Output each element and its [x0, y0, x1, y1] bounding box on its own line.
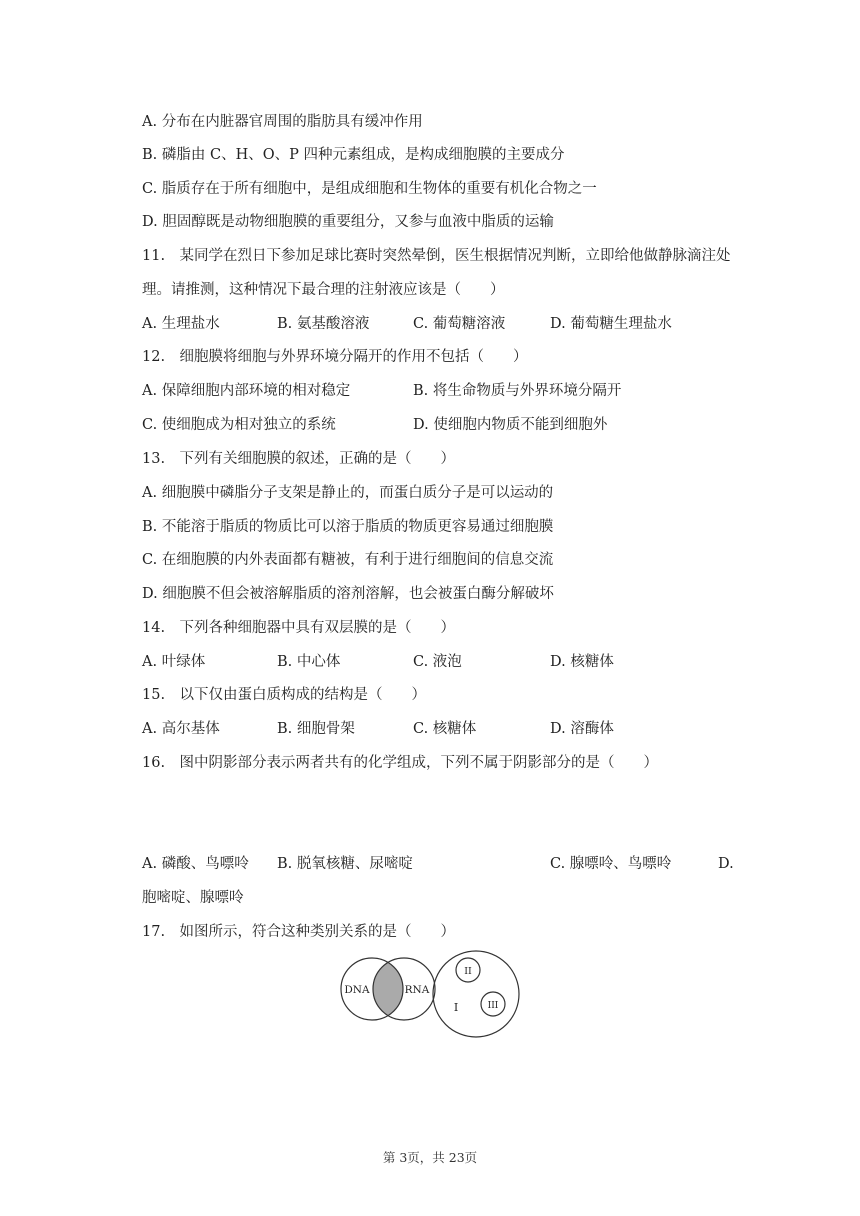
venn-right-label: RNA — [404, 984, 430, 996]
q16-option-a: A. 磷酸、鸟嘌呤 — [142, 856, 249, 872]
q14-option-d: D. 核糖体 — [550, 654, 614, 670]
q13-option-d: D. 细胞膜不但会被溶解脂质的溶剂溶解，也会被蛋白酶分解破坏 — [142, 586, 554, 602]
q10-option-d: D. 胆固醇既是动物细胞膜的重要组分，又参与血液中脂质的运输 — [142, 214, 554, 230]
q11-option-d: D. 葡萄糖生理盐水 — [550, 316, 672, 332]
q17-stem: 17. 如图所示，符合这种类别关系的是（ ） — [142, 924, 456, 940]
q11-option-c: C. 葡萄糖溶液 — [413, 316, 506, 332]
q16-option-c: C. 腺嘌呤、鸟嘌呤 — [550, 856, 672, 872]
q14-stem: 14. 下列各种细胞器中具有双层膜的是（ ） — [142, 620, 456, 636]
q15-option-c: C. 核糖体 — [413, 721, 477, 737]
figure-venn-and-nested-circles — [330, 950, 530, 1040]
q16-option-d-continued: 胞嘧啶、腺嘌呤 — [142, 890, 244, 906]
q10-option-b: B. 磷脂由 C、H、O、P 四种元素组成，是构成细胞膜的主要成分 — [142, 147, 565, 163]
q14-option-a: A. 叶绿体 — [142, 654, 206, 670]
q16-option-d: D. — [718, 856, 734, 872]
q13-option-a: A. 细胞膜中磷脂分子支架是静止的，而蛋白质分子是可以运动的 — [142, 485, 554, 501]
q15-option-a: A. 高尔基体 — [142, 721, 220, 737]
outer-label-I: I — [453, 1001, 459, 1014]
outer-circle-I — [433, 951, 519, 1037]
q13-option-c: C. 在细胞膜的内外表面都有糖被，有利于进行细胞间的信息交流 — [142, 552, 554, 568]
q12-option-d: D. 使细胞内物质不能到细胞外 — [413, 417, 608, 433]
q12-option-b: B. 将生命物质与外界环境分隔开 — [413, 383, 622, 399]
q12-option-c: C. 使细胞成为相对独立的系统 — [142, 417, 336, 433]
q15-option-d: D. 溶酶体 — [550, 721, 614, 737]
q12-stem: 12. 细胞膜将细胞与外界环境分隔开的作用不包括（ ） — [142, 349, 528, 365]
page-footer: 第 3页，共 23页 — [382, 1150, 478, 1165]
q14-option-c: C. 液泡 — [413, 654, 462, 670]
q12-option-a: A. 保障细胞内部环境的相对稳定 — [142, 383, 351, 399]
q13-stem: 13. 下列有关细胞膜的叙述，正确的是（ ） — [142, 451, 456, 467]
q13-option-b: B. 不能溶于脂质的物质比可以溶于脂质的物质更容易通过细胞膜 — [142, 519, 554, 535]
q11-option-a: A. 生理盐水 — [142, 316, 220, 332]
q11-stem-line1: 11. 某同学在烈日下参加足球比赛时突然晕倒，医生根据情况判断，立即给他做静脉滴注处 — [142, 248, 731, 264]
q11-option-b: B. 氨基酸溶液 — [277, 316, 370, 332]
q10-option-c: C. 脂质存在于所有细胞中，是组成细胞和生物体的重要有机化合物之一 — [142, 181, 597, 197]
q10-option-a: A. 分布在内脏器官周围的脂肪具有缓冲作用 — [142, 114, 423, 130]
q15-stem: 15. 以下仅由蛋白质构成的结构是（ ） — [142, 687, 427, 703]
inner-label-II: II — [464, 966, 472, 977]
q15-option-b: B. 细胞骨架 — [277, 721, 355, 737]
q14-option-b: B. 中心体 — [277, 654, 341, 670]
q11-stem-line2: 理。请推测，这种情况下最合理的注射液应该是（ ） — [142, 282, 505, 298]
q16-stem: 16. 图中阴影部分表示两者共有的化学组成，下列不属于阴影部分的是（ ） — [142, 755, 659, 771]
inner-label-III: III — [487, 1001, 499, 1011]
q16-option-b: B. 脱氧核糖、尿嘧啶 — [277, 856, 413, 872]
venn-left-label: DNA — [344, 984, 370, 996]
